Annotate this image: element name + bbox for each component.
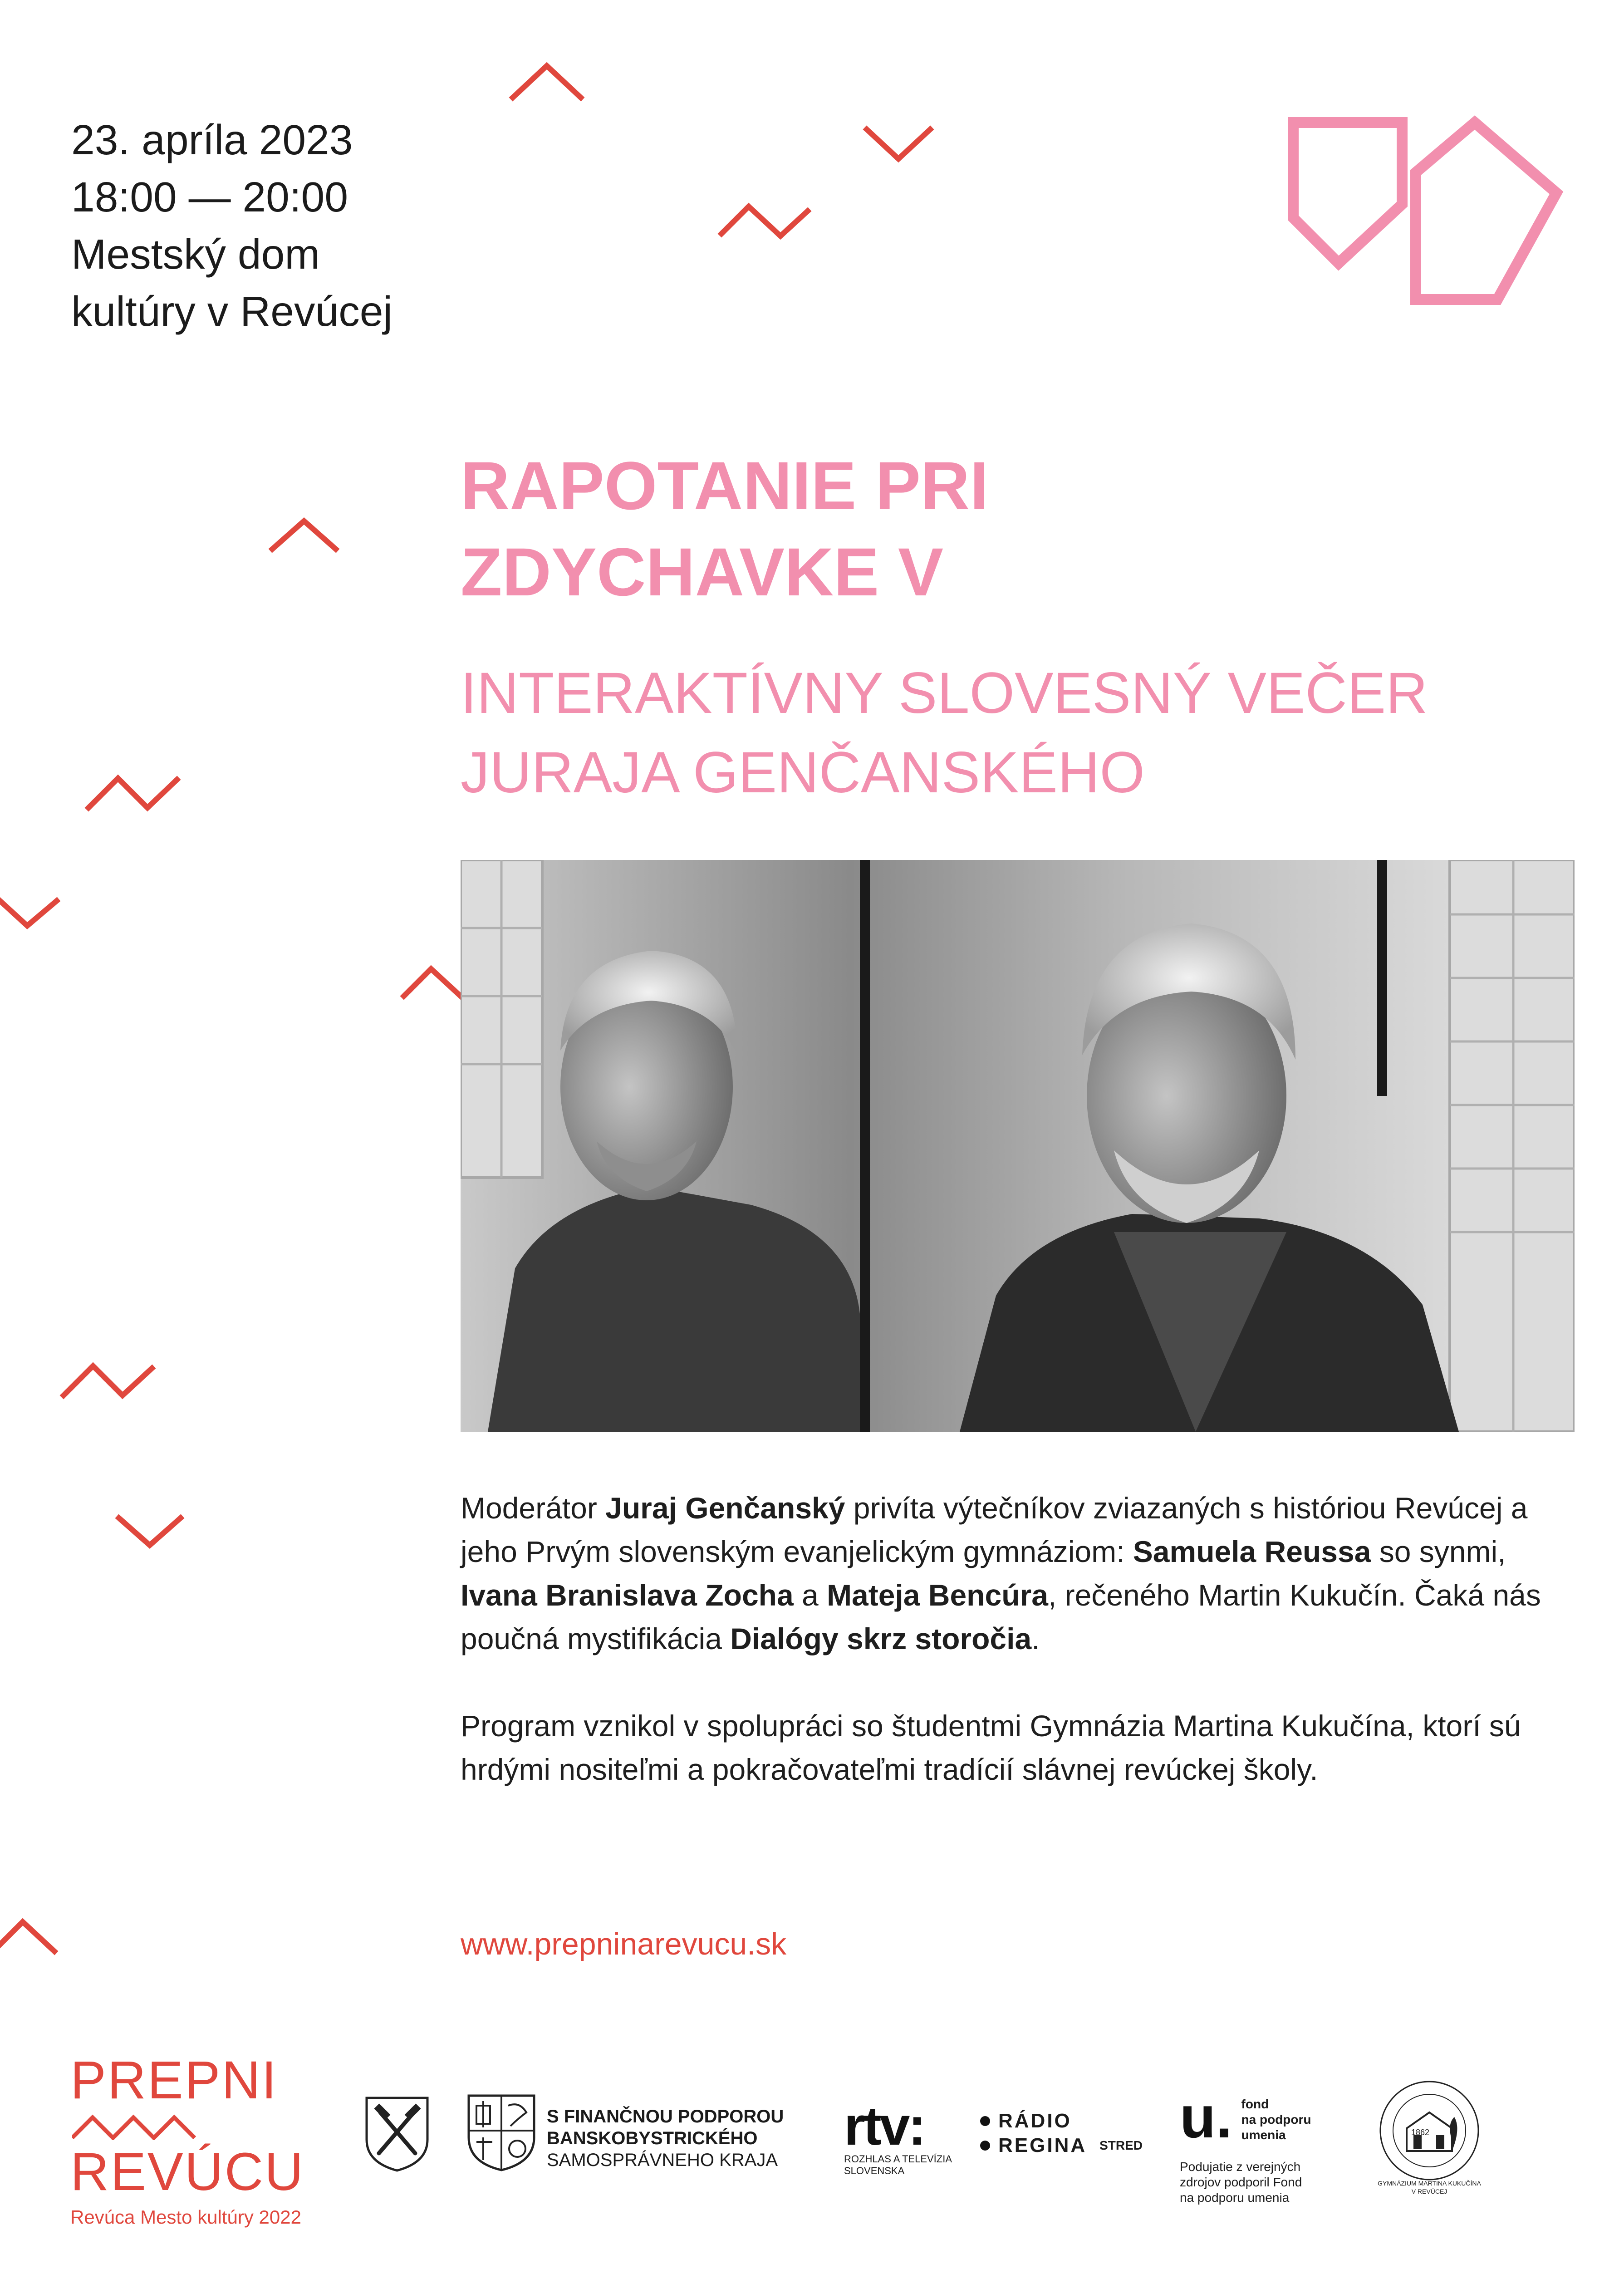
event-date: 23. apríla 2023 — [71, 116, 353, 163]
logo-word-revucu: REVÚCU — [70, 2142, 305, 2202]
photo-illustration — [461, 860, 1575, 1432]
body-paragraph-1 — [461, 1486, 1586, 1660]
pink-outline-shapes — [1284, 113, 1565, 309]
dot-icon — [980, 2141, 990, 2151]
body-text-run: a — [793, 1578, 827, 1612]
chevron-up-icon — [272, 521, 336, 549]
chevron-down-icon — [867, 129, 930, 159]
school-seal-year: 1862 — [1411, 2128, 1430, 2137]
fpu-note3: na podporu umenia — [1180, 2190, 1290, 2205]
page-subtitle — [461, 653, 1428, 812]
chevron-down-icon — [119, 1518, 181, 1545]
body-bold-run: Juraj Genčanský — [605, 1491, 845, 1525]
fpu-mark: u. — [1180, 2084, 1232, 2150]
event-venue-line2: kultúry v Revúcej — [71, 288, 393, 335]
logo-tagline: Revúca Mesto kultúry 2022 — [70, 2206, 301, 2228]
fpu-line2: na podporu — [1241, 2112, 1311, 2127]
body-bold-run: Dialógy skrz storočia — [730, 1622, 1032, 1655]
body-paragraph-2: Program vznikol v spolupráci so študentmi Gymnázia Martina Kukučína, ktorí sú hrdými nositeľmi a pokračovateľmi tradícií slávnej revúckej školy. — [461, 1709, 1521, 1786]
chevron-up-icon — [513, 66, 581, 98]
fpu-logo — [1180, 2084, 1311, 2205]
chevron-down-icon — [0, 901, 57, 926]
website-link[interactable]: www.prepninarevucu.sk — [461, 1927, 787, 1961]
rtvs-logo — [844, 2096, 952, 2177]
prepni-revucu-logo — [70, 2051, 324, 2228]
event-time: 18:00 — 20:00 — [71, 173, 348, 221]
subtitle-line2: JURAJA GENČANSKÉHO — [461, 740, 1145, 805]
event-venue-line1: Mestský dom — [71, 231, 320, 278]
zigzag-icon — [721, 206, 808, 236]
fpu-line1: fond — [1241, 2097, 1269, 2111]
body-text-run: . — [1031, 1622, 1040, 1655]
event-photo — [461, 860, 1575, 1432]
logo-word-prepni: PREPNI — [70, 2050, 278, 2110]
coat-of-arms-icon — [363, 2094, 431, 2174]
radio-region: STRED — [1099, 2138, 1143, 2152]
coat-of-arms-icon — [465, 2092, 538, 2174]
dot-icon — [980, 2116, 990, 2126]
support-line2: BANSKOBYSTRICKÉHO — [547, 2128, 758, 2148]
radio-line2: REGINA — [998, 2134, 1087, 2156]
zigzag-icon — [88, 778, 177, 808]
rtvs-caption2: SLOVENSKA — [844, 2165, 905, 2176]
body-text-run: so synmi, — [1371, 1535, 1506, 1568]
chevron-up-icon — [0, 1922, 54, 1951]
body-bold-run: Samuela Reussa — [1133, 1535, 1371, 1568]
body-text-run: Moderátor — [461, 1491, 606, 1525]
logo-zigzag-icon — [72, 2113, 208, 2140]
radio-line1: RÁDIO — [998, 2110, 1072, 2132]
title-line2: ZDYCHAVKE V — [461, 534, 943, 610]
school-seal-text: GYMNÁZIUM MARTINA KUKUČÍNA V REVÚCEJ — [1378, 2180, 1481, 2195]
zigzag-icon — [64, 1366, 152, 1395]
body-bold-run: Ivana Branislava Zocha — [461, 1578, 794, 1612]
rtvs-wordmark: rtv: — [844, 2096, 925, 2156]
page-title — [461, 442, 989, 615]
event-info — [71, 111, 393, 340]
fpu-note2: zdrojov podporil Fond — [1180, 2175, 1302, 2189]
body-text-run: privíta výtečníkov zviazaných s históriou Revúcej a jeho Prvým slovenským evanjelickým gymnáziom: — [461, 1491, 1528, 1568]
subtitle-line1: INTERAKTÍVNY SLOVESNÝ VEČER — [461, 661, 1428, 726]
fpu-line3: umenia — [1241, 2128, 1286, 2142]
body-text — [461, 1486, 1586, 1791]
body-bold-run: Mateja Bencúra — [827, 1578, 1048, 1612]
support-line1: S FINANČNOU PODPOROU — [547, 2107, 784, 2127]
body-text-run: , rečeného Martin Kukučín. Čaká nás poučná mystifikácia — [461, 1578, 1541, 1655]
title-line1: RAPOTANIE PRI — [461, 447, 989, 524]
support-line3: SAMOSPRÁVNEHO KRAJA — [547, 2150, 778, 2170]
radio-regina-logo — [980, 2110, 1143, 2156]
fpu-note1: Podujatie z verejných — [1180, 2160, 1301, 2174]
financial-support-text — [547, 2106, 784, 2171]
school-seal — [1375, 2074, 1484, 2195]
rtvs-caption1: ROZHLAS A TELEVÍZIA — [844, 2153, 952, 2165]
